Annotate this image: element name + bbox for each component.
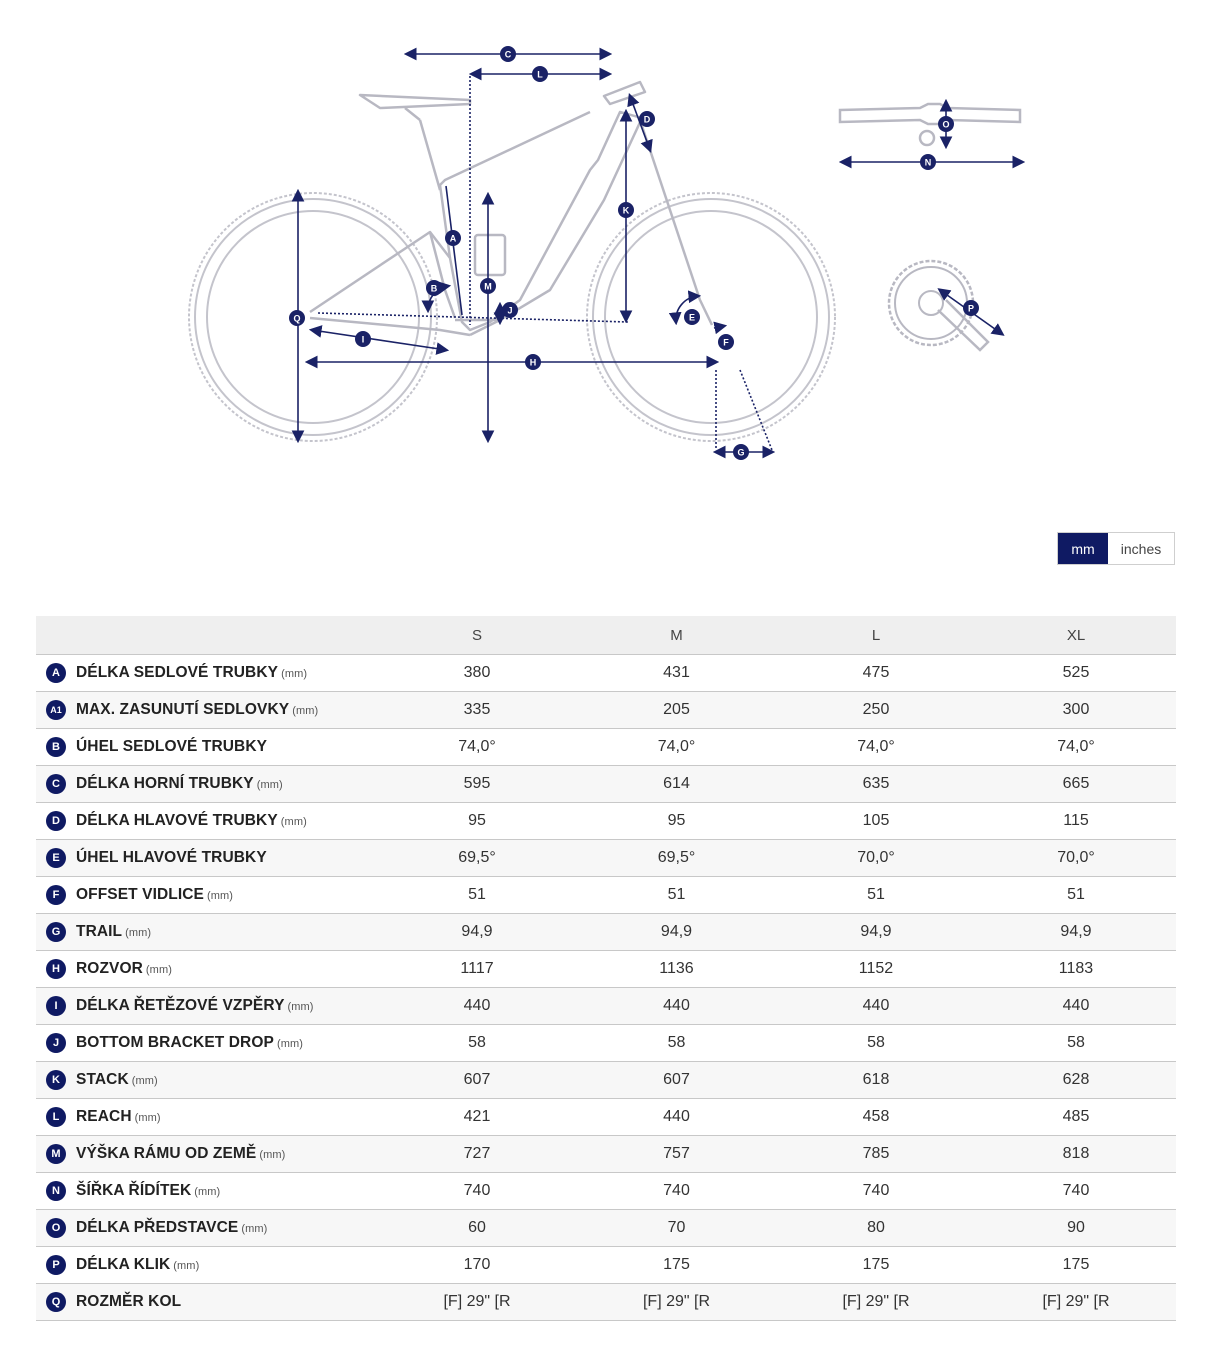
marker-i <box>355 331 371 347</box>
svg-text:E: E <box>688 312 696 323</box>
measurement-label-cell <box>76 1173 377 1210</box>
measurement-value: 440 <box>377 988 577 1025</box>
table-row <box>36 1284 1176 1321</box>
measurement-value: 607 <box>377 1062 577 1099</box>
row-badge-cell <box>36 803 76 840</box>
measurement-value: [F] 29" [R <box>377 1284 577 1321</box>
measurement-code-badge: B <box>46 737 66 757</box>
table-row <box>36 988 1176 1025</box>
measurement-value: 51 <box>776 877 976 914</box>
measurement-value: 175 <box>776 1247 976 1284</box>
marker-p <box>963 300 979 316</box>
measurement-value: 250 <box>776 692 976 729</box>
measurement-value: 475 <box>776 655 976 692</box>
measurement-unit: (mm) <box>207 890 234 902</box>
measurement-label: DÉLKA KLIK <box>76 1256 171 1273</box>
measurement-value: 60 <box>377 1210 577 1247</box>
measurement-value: 458 <box>776 1099 976 1136</box>
measurement-label: DÉLKA SEDLOVÉ TRUBKY <box>76 664 279 681</box>
measurement-label-cell <box>76 1099 377 1136</box>
measurement-value: 740 <box>377 1173 577 1210</box>
table-header-row <box>36 616 1176 655</box>
measurement-value: 300 <box>976 692 1176 729</box>
measurement-code-badge: O <box>46 1218 66 1238</box>
measurement-unit: (mm) <box>131 1075 158 1087</box>
measurement-unit: (mm) <box>256 779 283 791</box>
measurement-value: 94,9 <box>577 914 776 951</box>
measurement-label: VÝŠKA RÁMU OD ZEMĚ <box>76 1145 257 1162</box>
measurement-label: DÉLKA HLAVOVÉ TRUBKY <box>76 812 278 829</box>
rear-wheel <box>189 193 437 441</box>
svg-text:J: J <box>507 305 513 316</box>
measurement-unit: (mm) <box>280 816 307 828</box>
measurement-value: 74,0° <box>577 729 776 766</box>
svg-text:A: A <box>449 233 457 244</box>
table-row <box>36 1062 1176 1099</box>
row-badge-cell <box>36 1025 76 1062</box>
table-row <box>36 914 1176 951</box>
measurement-label-cell <box>76 877 377 914</box>
measurement-unit: (mm) <box>125 927 152 939</box>
crank-detail <box>889 261 1002 350</box>
header-label-cell <box>76 616 377 655</box>
size-header: S <box>377 616 577 655</box>
row-badge-cell <box>36 729 76 766</box>
row-badge-cell <box>36 1247 76 1284</box>
measurement-code-badge: K <box>46 1070 66 1090</box>
dimension-lines <box>298 54 772 452</box>
measurement-label-cell <box>76 988 377 1025</box>
measurement-unit: (mm) <box>194 1186 221 1198</box>
measurement-value: 1136 <box>577 951 776 988</box>
measurement-value: 94,9 <box>377 914 577 951</box>
measurement-label-cell <box>76 914 377 951</box>
measurement-value: 95 <box>377 803 577 840</box>
marker-q <box>289 310 305 326</box>
row-badge-cell <box>36 1210 76 1247</box>
measurement-value: 818 <box>976 1136 1176 1173</box>
measurement-value: 440 <box>577 988 776 1025</box>
measurement-value: 105 <box>776 803 976 840</box>
measurement-label-cell <box>76 840 377 877</box>
measurement-code-badge: G <box>46 922 66 942</box>
geometry-table <box>36 616 1176 1321</box>
measurement-label-cell <box>76 692 377 729</box>
measurement-value: 51 <box>976 877 1176 914</box>
marker-c <box>500 46 516 62</box>
measurement-value: 74,0° <box>976 729 1176 766</box>
measurement-value: 94,9 <box>776 914 976 951</box>
measurement-value: 431 <box>577 655 776 692</box>
measurement-value: 70 <box>577 1210 776 1247</box>
measurement-value: 740 <box>776 1173 976 1210</box>
row-badge-cell <box>36 692 76 729</box>
measurement-unit: (mm) <box>281 668 308 680</box>
measurement-code-badge: L <box>46 1107 66 1127</box>
measurement-value: 95 <box>577 803 776 840</box>
measurement-value: 595 <box>377 766 577 803</box>
measurement-value: 380 <box>377 655 577 692</box>
row-badge-cell <box>36 951 76 988</box>
measurement-value: 628 <box>976 1062 1176 1099</box>
measurement-unit: (mm) <box>276 1038 304 1050</box>
row-badge-cell <box>36 914 76 951</box>
measurement-code-badge: H <box>46 959 66 979</box>
svg-text:Q: Q <box>293 313 301 324</box>
measurement-label-cell <box>76 729 377 766</box>
measurement-value: 69,5° <box>377 840 577 877</box>
measurement-value: 421 <box>377 1099 577 1136</box>
measurement-code-badge: M <box>46 1144 66 1164</box>
table-row <box>36 877 1176 914</box>
svg-text:O: O <box>942 119 950 130</box>
size-header: XL <box>976 616 1176 655</box>
measurement-code-badge: J <box>46 1033 66 1053</box>
measurement-code-badge: I <box>46 996 66 1016</box>
measurement-label-cell <box>76 1025 377 1062</box>
marker-h <box>525 354 541 370</box>
row-badge-cell <box>36 877 76 914</box>
unit-mm-button[interactable]: mm <box>1058 533 1108 564</box>
measurement-value: 618 <box>776 1062 976 1099</box>
marker-l <box>532 66 548 82</box>
measurement-label-cell <box>76 655 377 692</box>
measurement-label: ÚHEL HLAVOVÉ TRUBKY <box>76 849 267 866</box>
measurement-value: 58 <box>776 1025 976 1062</box>
measurement-label-cell <box>76 1247 377 1284</box>
measurement-value: 485 <box>976 1099 1176 1136</box>
measurement-code-badge: F <box>46 885 66 905</box>
measurement-code-badge: E <box>46 848 66 868</box>
svg-text:B: B <box>430 283 438 294</box>
marker-a <box>445 230 461 246</box>
row-badge-cell <box>36 1136 76 1173</box>
measurement-label-cell <box>76 803 377 840</box>
measurement-value: 58 <box>976 1025 1176 1062</box>
measurement-label: STACK <box>76 1071 129 1088</box>
measurement-label-cell <box>76 1062 377 1099</box>
measurement-value: 727 <box>377 1136 577 1173</box>
measurement-value: 58 <box>377 1025 577 1062</box>
measurement-code-badge: A1 <box>46 700 66 720</box>
measurement-value: 740 <box>976 1173 1176 1210</box>
measurement-label-cell <box>76 1284 377 1321</box>
measurement-code-badge: P <box>46 1255 66 1275</box>
measurement-value: 58 <box>577 1025 776 1062</box>
measurement-value: [F] 29" [R <box>776 1284 976 1321</box>
svg-text:K: K <box>622 205 630 216</box>
measurement-value: 69,5° <box>577 840 776 877</box>
table-row <box>36 951 1176 988</box>
measurement-label: DÉLKA HORNÍ TRUBKY <box>76 775 254 792</box>
svg-text:N: N <box>924 157 932 168</box>
svg-text:C: C <box>504 49 512 60</box>
measurement-value: 1117 <box>377 951 577 988</box>
svg-text:I: I <box>361 334 365 345</box>
unit-toggle <box>1057 532 1175 565</box>
measurement-value: 740 <box>577 1173 776 1210</box>
table-row <box>36 1136 1176 1173</box>
measurement-value: 70,0° <box>776 840 976 877</box>
measurement-value: 74,0° <box>776 729 976 766</box>
table-row <box>36 655 1176 692</box>
measurement-value: 607 <box>577 1062 776 1099</box>
marker-f <box>718 334 734 350</box>
measurement-label-cell <box>76 766 377 803</box>
measurement-value: 525 <box>976 655 1176 692</box>
measurement-unit: (mm) <box>134 1112 161 1124</box>
measurement-label: TRAIL <box>76 923 123 940</box>
measurement-label: DÉLKA ŘETĚZOVÉ VZPĚRY <box>76 997 285 1014</box>
measurement-label: DÉLKA PŘEDSTAVCE <box>76 1219 239 1236</box>
header-badge-cell <box>36 616 76 655</box>
measurement-value: 205 <box>577 692 776 729</box>
measurement-code-badge: A <box>46 663 66 683</box>
measurement-value: 1183 <box>976 951 1176 988</box>
measurement-label: ROZMĚR KOL <box>76 1293 182 1310</box>
row-badge-cell <box>36 655 76 692</box>
measurement-value: [F] 29" [R <box>577 1284 776 1321</box>
measurement-unit: (mm) <box>241 1223 268 1235</box>
measurement-unit: (mm) <box>173 1260 200 1272</box>
handlebar-detail <box>840 102 1022 162</box>
measurement-value: 785 <box>776 1136 976 1173</box>
measurement-value: 635 <box>776 766 976 803</box>
marker-n <box>920 154 936 170</box>
unit-inches-button[interactable]: inches <box>1108 533 1174 564</box>
row-badge-cell <box>36 1284 76 1321</box>
measurement-label: OFFSET VIDLICE <box>76 886 204 903</box>
measurement-value: 665 <box>976 766 1176 803</box>
marker-g <box>733 444 749 460</box>
measurement-unit: (mm) <box>145 964 172 976</box>
row-badge-cell <box>36 766 76 803</box>
row-badge-cell <box>36 1173 76 1210</box>
marker-k <box>618 202 634 218</box>
table-row <box>36 803 1176 840</box>
measurement-label-cell <box>76 951 377 988</box>
marker-d <box>639 111 655 127</box>
measurement-unit: (mm) <box>287 1001 314 1013</box>
table-row <box>36 729 1176 766</box>
measurement-label: ÚHEL SEDLOVÉ TRUBKY <box>76 738 268 755</box>
bike-geometry-diagram <box>0 0 1209 500</box>
measurement-label: REACH <box>76 1108 132 1125</box>
measurement-label: ROZVOR <box>76 960 143 977</box>
table-row <box>36 692 1176 729</box>
measurement-value: 115 <box>976 803 1176 840</box>
size-header: L <box>776 616 976 655</box>
measurement-value: 175 <box>976 1247 1176 1284</box>
svg-text:L: L <box>537 69 543 80</box>
table-row <box>36 1247 1176 1284</box>
table-row <box>36 1099 1176 1136</box>
measurement-value: 51 <box>577 877 776 914</box>
measurement-label: MAX. ZASUNUTÍ SEDLOVKY <box>76 701 290 718</box>
svg-text:F: F <box>723 337 729 348</box>
svg-text:G: G <box>737 447 745 458</box>
measurement-unit: (mm) <box>259 1149 286 1161</box>
table-row <box>36 1025 1176 1062</box>
svg-text:D: D <box>643 114 651 125</box>
measurement-value: 1152 <box>776 951 976 988</box>
measurement-code-badge: N <box>46 1181 66 1201</box>
marker-j <box>502 302 518 318</box>
measurement-value: 94,9 <box>976 914 1176 951</box>
measurement-label: BOTTOM BRACKET DROP <box>76 1034 274 1051</box>
row-badge-cell <box>36 1099 76 1136</box>
measurement-code-badge: D <box>46 811 66 831</box>
measurement-label: ŠÍŘKA ŘÍDÍTEK <box>76 1182 192 1199</box>
measurement-value: [F] 29" [R <box>976 1284 1176 1321</box>
row-badge-cell <box>36 1062 76 1099</box>
marker-e <box>684 309 700 325</box>
measurement-value: 170 <box>377 1247 577 1284</box>
svg-text:H: H <box>529 357 537 368</box>
table-row <box>36 766 1176 803</box>
measurement-value: 440 <box>776 988 976 1025</box>
svg-text:P: P <box>967 303 975 314</box>
measurement-value: 440 <box>577 1099 776 1136</box>
marker-o <box>938 116 954 132</box>
measurement-value: 74,0° <box>377 729 577 766</box>
size-header: M <box>577 616 776 655</box>
row-badge-cell <box>36 988 76 1025</box>
table-row <box>36 840 1176 877</box>
table-row <box>36 1173 1176 1210</box>
measurement-label-cell <box>76 1136 377 1173</box>
measurement-label-cell <box>76 1210 377 1247</box>
marker-b <box>426 280 442 296</box>
front-wheel <box>587 193 835 441</box>
measurement-value: 614 <box>577 766 776 803</box>
measurement-value: 335 <box>377 692 577 729</box>
row-badge-cell <box>36 840 76 877</box>
svg-text:M: M <box>484 281 492 292</box>
measurement-value: 757 <box>577 1136 776 1173</box>
table-row <box>36 1210 1176 1247</box>
marker-m <box>480 278 496 294</box>
measurement-code-badge: Q <box>46 1292 66 1312</box>
measurement-value: 175 <box>577 1247 776 1284</box>
measurement-value: 70,0° <box>976 840 1176 877</box>
measurement-unit: (mm) <box>292 705 319 717</box>
measurement-value: 51 <box>377 877 577 914</box>
measurement-code-badge: C <box>46 774 66 794</box>
measurement-value: 90 <box>976 1210 1176 1247</box>
measurement-value: 80 <box>776 1210 976 1247</box>
measurement-value: 440 <box>976 988 1176 1025</box>
